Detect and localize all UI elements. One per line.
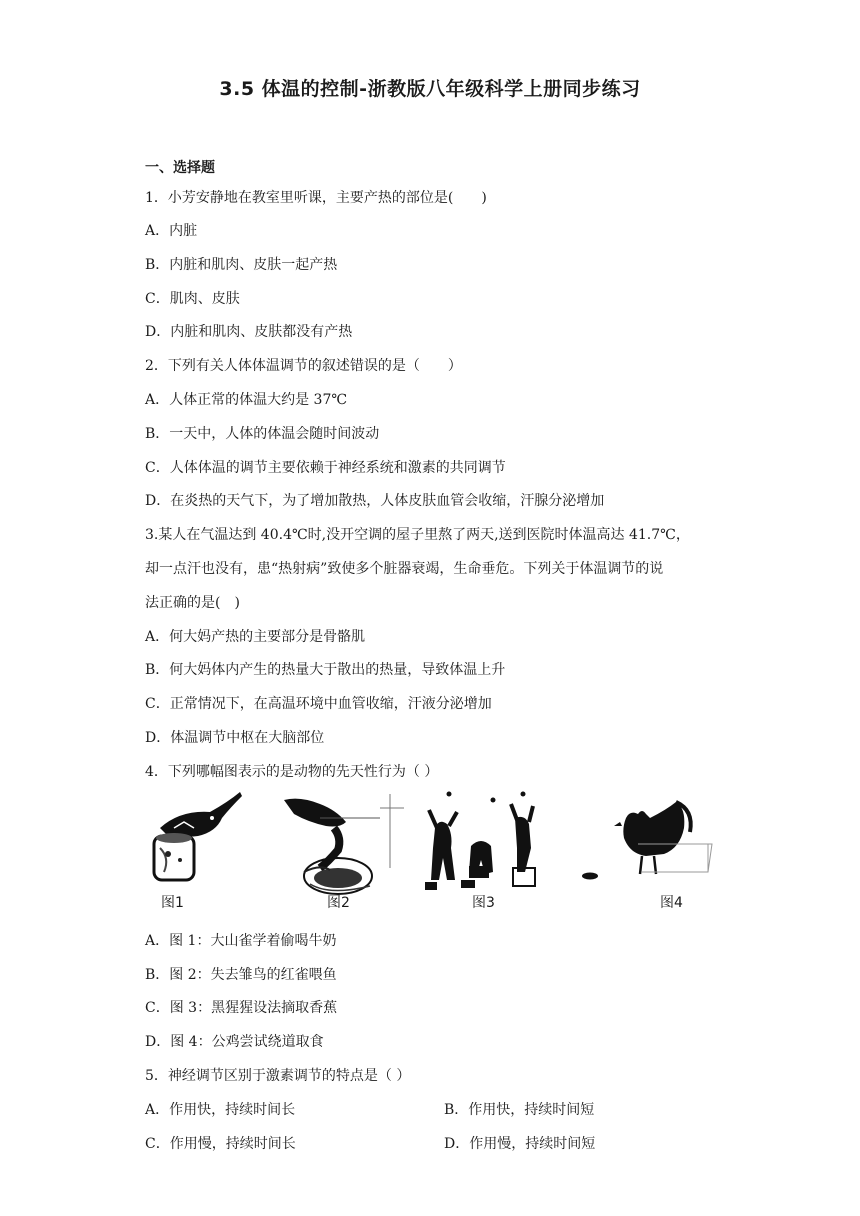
q4-stem: 4．下列哪幅图表示的是动物的先天性行为（ ） <box>145 764 439 780</box>
q2-option-a: A．人体正常的体温大约是 37℃ <box>145 392 348 408</box>
q4-figure-strip <box>150 788 720 914</box>
figure-4-label: 图4 <box>660 895 683 911</box>
q1-stem: 1．小芳安静地在教室里听课，主要产热的部位是( ) <box>145 190 487 206</box>
q4-option-b: B．图 2：失去雏鸟的红雀喂鱼 <box>145 967 337 983</box>
section-heading: 一、选择题 <box>145 160 215 176</box>
q2-option-d: D．在炎热的天气下，为了增加散热，人体皮肤血管会收缩，汗腺分泌增加 <box>145 493 605 509</box>
q4-option-a: A．图 1：大山雀学着偷喝牛奶 <box>145 933 337 949</box>
rooster-detour-illustration <box>580 788 720 914</box>
q5-option-b: B．作用快，持续时间短 <box>444 1102 595 1118</box>
q2-option-b: B．一天中，人体的体温会随时间波动 <box>145 426 380 442</box>
q4-option-d: D．图 4：公鸡尝试绕道取食 <box>145 1034 324 1050</box>
q3-stem-line3: 法正确的是( ) <box>145 595 240 611</box>
figure-2-label: 图2 <box>327 895 350 911</box>
q3-stem-line2: 却一点汗也没有，患“热射病”致使多个脏器衰竭，生命垂危。下列关于体温调节的说 <box>145 561 664 577</box>
q2-stem: 2．下列有关人体体温调节的叙述错误的是（ ） <box>145 358 462 374</box>
q3-stem-line1: 3.某人在气温达到 40.4℃时,没开空调的屋子里熬了两天,送到医院时体温高达 41.7℃， <box>145 527 690 543</box>
q2-option-c: C．人体体温的调节主要依赖于神经系统和激素的共同调节 <box>145 460 506 476</box>
figure-1-label: 图1 <box>161 895 184 911</box>
q1-option-c: C．肌肉、皮肤 <box>145 291 240 307</box>
q5-option-a: A．作用快，持续时间长 <box>145 1102 296 1118</box>
q5-option-d: D．作用慢，持续时间短 <box>444 1136 596 1152</box>
q3-option-c: C．正常情况下，在高温环境中血管收缩，汗液分泌增加 <box>145 696 492 712</box>
q3-option-a: A．何大妈产热的主要部分是骨骼肌 <box>145 629 366 645</box>
q5-option-c: C．作用慢，持续时间长 <box>145 1136 296 1152</box>
q1-option-b: B．内脏和肌肉、皮肤一起产热 <box>145 257 338 273</box>
q3-option-b: B．何大妈体内产生的热量大于散出的热量，导致体温上升 <box>145 662 506 678</box>
q4-option-c: C．图 3：黑猩猩设法摘取香蕉 <box>145 1000 338 1016</box>
page-title: 3.5 体温的控制-浙教版八年级科学上册同步练习 <box>219 78 641 100</box>
figure-3-label: 图3 <box>472 895 495 911</box>
q1-option-a: A．内脏 <box>145 223 198 239</box>
q5-stem: 5．神经调节区别于激素调节的特点是（ ） <box>145 1068 411 1084</box>
q3-option-d: D．体温调节中枢在大脑部位 <box>145 730 325 746</box>
q1-option-d: D．内脏和肌肉、皮肤都没有产热 <box>145 324 353 340</box>
